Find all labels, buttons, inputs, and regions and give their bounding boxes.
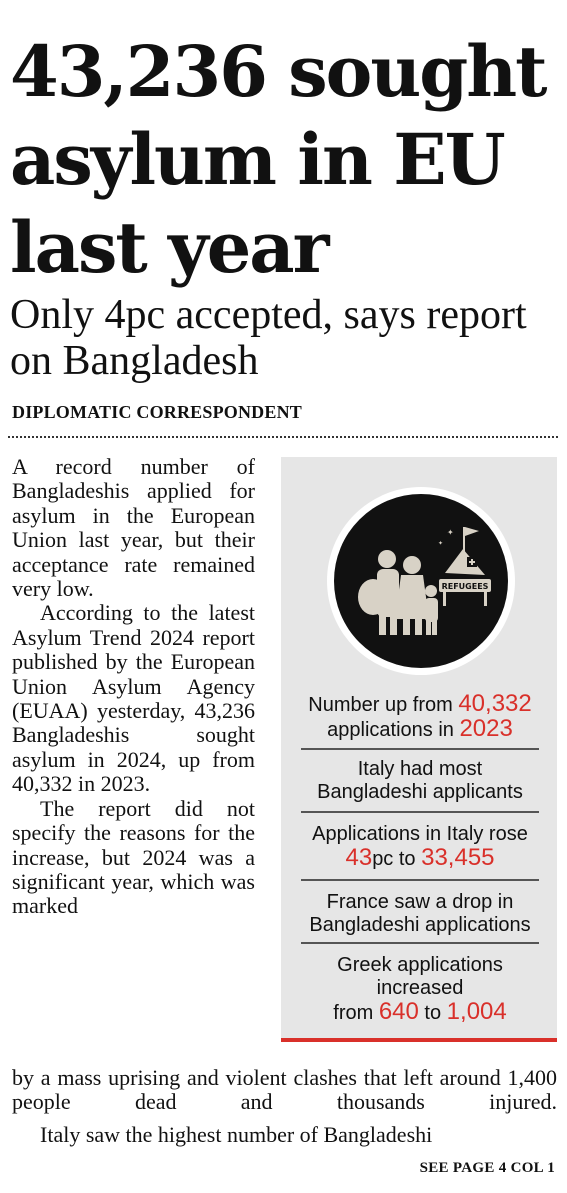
fact-figure: 640 — [378, 998, 419, 1025]
fact-box — [281, 457, 557, 1042]
icon-circle — [327, 487, 515, 675]
headline: 43,236 sought asylum in EU last year — [10, 30, 546, 289]
dotted-divider — [8, 436, 558, 438]
article-column — [12, 455, 255, 919]
fact-text: Greek applications increased — [337, 954, 503, 999]
paragraph-3: The report did not specify the reasons for the increase, but 2024 was a significant year, which was marked — [12, 795, 255, 919]
fact-figure: 40,332 — [458, 690, 532, 717]
fact-text: from — [333, 1002, 379, 1024]
fact-text: France saw a drop in Bangladeshi applications — [309, 891, 531, 936]
fact-item — [301, 881, 539, 944]
subhead: Only 4pc accepted, says report on Bangladesh — [10, 292, 527, 384]
fact-figure: 43 — [345, 844, 373, 871]
fact-list — [301, 687, 539, 1025]
fact-item — [301, 944, 539, 1025]
paragraph-3-continued: by a mass uprising and violent clashes that left around 1,400 people dead and thousands injured. — [12, 1065, 557, 1115]
paragraph-1: A record number of Bangladeshis applied for asylum in the European Union last year, but their acceptance rate remained very low. — [12, 454, 255, 602]
fact-text: Italy had most Bangladeshi applicants — [317, 758, 523, 803]
byline: DIPLOMATIC CORRESPONDENT — [12, 402, 302, 422]
fact-text: Applications in Italy rose — [312, 823, 528, 845]
jump-line[interactable]: SEE PAGE 4 COL 1 — [419, 1160, 555, 1176]
fact-figure: 2023 — [459, 715, 513, 742]
fact-text: Number up from — [308, 694, 459, 716]
fact-item — [301, 750, 539, 813]
paragraph-2: According to the latest Asylum Trend 2024 report published by the European Union Asylum Agency (EUAA) yesterday, 43,236 Bangladeshis sought asylum in 2024, up from 40,332 in 2023. — [12, 600, 255, 797]
fact-text: pc to — [372, 848, 422, 870]
fact-item — [301, 813, 539, 881]
svg-text:✦: ✦ — [447, 528, 454, 537]
svg-text:✦: ✦ — [438, 540, 444, 547]
fact-item — [301, 687, 539, 750]
fact-figure: 33,455 — [421, 844, 495, 871]
refugees-icon — [327, 487, 515, 675]
icon-banner-text: REFUGEES — [441, 582, 489, 591]
fact-text: applications in — [327, 719, 460, 741]
paragraph-4: Italy saw the highest number of Bangladeshi — [40, 1122, 433, 1147]
fact-text: to — [418, 1002, 447, 1024]
fact-figure: 1,004 — [446, 998, 507, 1025]
